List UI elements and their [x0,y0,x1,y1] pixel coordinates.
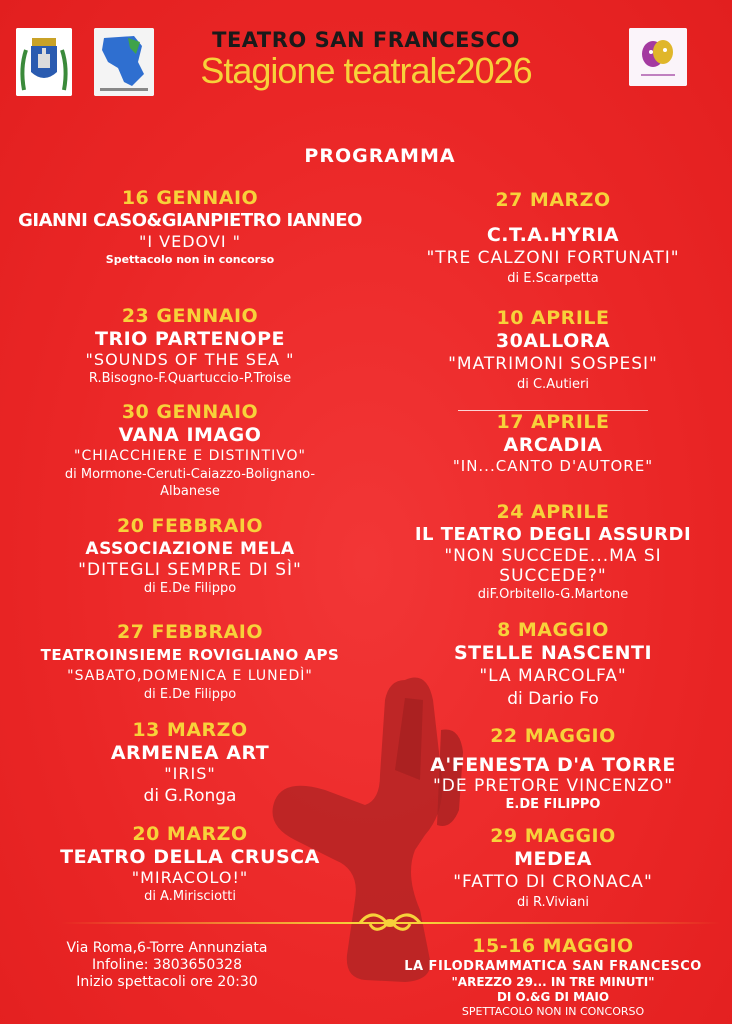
event-item [10,514,370,597]
event-show: "I VEDOVI " [139,232,241,251]
event-item [10,718,370,808]
event-show: "SABATO,DOMENICA E LUNEDÌ" [67,668,313,684]
event-item [10,822,370,905]
event-date: 24 APRILE [496,501,610,523]
event-author: di A.Mirisciotti [144,889,236,904]
event-date: 17 APRILE [496,411,610,433]
event-author: di C.Autieri [516,377,589,392]
event-date: 16 GENNAIO [121,187,259,209]
event-author: di E.Scarpetta [507,271,599,286]
event-show: "NON SUCCEDE...MA SI [444,546,662,566]
event-author: E.DE FILIPPO [505,797,601,812]
event-show: "CHIACCHIERE E DISTINTIVO" [74,448,306,464]
event-author: DI O.&G DI MAIO [496,990,610,1004]
event-author: di E.De Filippo [143,581,237,596]
event-company: LA FILODRAMMATICA SAN FRANCESCO [404,959,702,974]
event-item [10,186,370,267]
event-company: TEATRO DELLA CRUSCA [60,846,320,868]
event-item [10,620,370,703]
event-company: A'FENESTA D'A TORRE [430,754,676,776]
event-item [380,188,726,287]
event-date: 20 MARZO [132,823,248,845]
event-author: di Mormone-Ceruti-Caiazzo-Bolignano- [64,467,316,482]
event-company: GIANNI CASO&GIANPIETRO IANNEO [18,210,362,231]
event-show: "TRE CALZONI FORTUNATI" [426,248,680,268]
event-item [10,304,370,387]
event-show: "MATRIMONI SOSPESI" [448,354,658,374]
event-date: 8 MAGGIO [497,619,609,641]
event-author: di G.Ronga [143,786,237,806]
event-company: STELLE NASCENTI [453,642,653,664]
event-date: 27 MARZO [495,189,611,211]
event-date: 20 FEBBRAIO [116,515,264,537]
footer-info [32,940,302,991]
start-time: Inizio spettacoli ore 20:30 [76,974,258,990]
event-item [10,400,370,500]
event-author: di E.De Filippo [143,687,237,702]
season-subtitle: Stagione teatrale2026 [200,50,532,91]
event-item [380,618,726,710]
event-company: ASSOCIAZIONE MELA [85,539,295,559]
event-date: 23 GENNAIO [121,305,259,327]
event-date: 29 MAGGIO [490,825,616,847]
event-company: IL TEATRO DEGLI ASSURDI [414,524,692,545]
infoline: Infoline: 3803650328 [91,957,242,973]
event-date: 22 MAGGIO [490,725,616,747]
event-company: MEDEA [514,848,592,870]
event-show: "MIRACOLO!" [131,868,249,887]
event-item [380,824,726,911]
event-item [380,934,726,1019]
event-show: "IN...CANTO D'AUTORE" [452,457,654,475]
event-company: TRIO PARTENOPE [95,328,285,350]
event-show: "DE PRETORE VINCENZO" [432,776,674,796]
event-author: R.Bisogno-F.Quartuccio-P.Troise [88,371,292,386]
programma-heading: PROGRAMMA [304,145,456,167]
event-show-cont: SUCCEDE?" [499,566,607,586]
event-company: C.T.A.HYRIA [486,224,620,246]
event-show: "FATTO DI CRONACA" [453,872,653,892]
address: Via Roma,6-Torre Annunziata [66,940,268,956]
event-date: 13 MARZO [132,719,248,741]
event-note: SPETTACOLO NON IN CONCORSO [461,1005,645,1018]
page-title: TEATRO SAN FRANCESCO [212,28,520,52]
event-author: diF.Orbitello-G.Martone [477,587,629,602]
event-show: "LA MARCOLFA" [479,666,627,686]
event-item [380,306,726,393]
event-author-cont: Albanese [160,484,220,499]
event-show: "DITEGLI SEMPRE DI SÌ" [78,560,302,580]
event-date: 15-16 MAGGIO [472,935,634,957]
flourish-divider-icon [60,908,720,938]
event-item [380,724,726,813]
event-company: VANA IMAGO [118,424,262,446]
event-show: "IRIS" [164,764,216,783]
event-item [380,500,726,603]
right-column [380,188,726,1024]
event-company: 30ALLORA [495,330,611,352]
event-note: Spettacolo non in concorso [105,253,275,266]
event-item [380,410,726,476]
event-author: di Dario Fo [507,689,599,709]
event-author: di R.Viviani [516,895,590,910]
event-date: 10 APRILE [496,307,610,329]
event-company: ARMENEA ART [110,742,270,764]
left-column [10,186,370,926]
event-show: "AREZZO 29... IN TRE MINUTI" [451,975,655,989]
event-show: "SOUNDS OF THE SEA " [85,350,295,369]
event-date: 30 GENNAIO [121,401,259,423]
event-company: ARCADIA [503,434,603,456]
event-company: TEATROINSIEME ROVIGLIANO APS [40,646,340,664]
event-date: 27 FEBBRAIO [116,621,264,643]
